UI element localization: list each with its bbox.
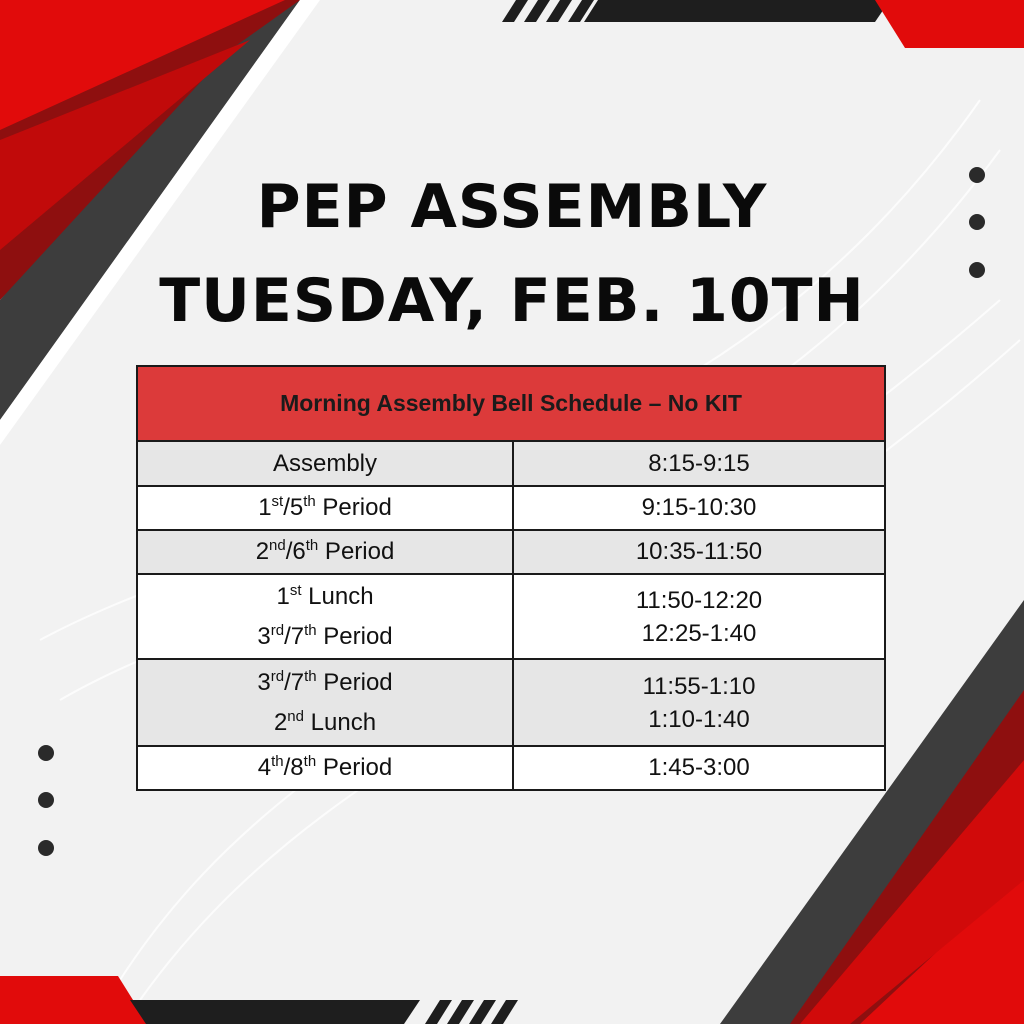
- period-label: 1st/5th Period: [258, 493, 392, 521]
- time-range: 11:55-1:10: [642, 672, 756, 700]
- schedule-row: [137, 659, 885, 746]
- top-right-red-shape: [875, 0, 1024, 48]
- period-label: Assembly: [272, 449, 378, 477]
- period-label: 3rd/7th Period: [257, 621, 393, 650]
- poster-title: PEP ASSEMBLY: [256, 172, 768, 242]
- top-banner-stripes: [502, 0, 594, 22]
- top-banner: [584, 0, 890, 22]
- time-range: 1:10-1:40: [648, 705, 750, 733]
- event-date: TUESDAY, FEB. 10TH: [159, 266, 865, 336]
- period-label: 2nd Lunch: [273, 707, 377, 736]
- period-label: 1st Lunch: [276, 581, 374, 610]
- period-label: 2nd/6th Period: [255, 537, 395, 565]
- period-label-cell: [137, 486, 513, 530]
- time-cell: [513, 530, 885, 574]
- schedule-row: [137, 574, 885, 659]
- period-label-cell: [137, 574, 513, 659]
- ordinal-suffix: th: [271, 753, 284, 770]
- ordinal-suffix: nd: [287, 707, 304, 725]
- period-label-cell: [137, 746, 513, 790]
- schedule-row: [137, 530, 885, 574]
- ordinal-suffix: rd: [270, 667, 285, 685]
- bottom-banner-stripes: [425, 1000, 518, 1024]
- schedule-row: [137, 486, 885, 530]
- ordinal-suffix: th: [304, 621, 317, 639]
- decorative-dot: [38, 792, 54, 808]
- time-range: 11:50-12:20: [635, 586, 763, 614]
- time-range: 8:15-9:15: [648, 449, 750, 477]
- decorative-dot: [38, 840, 54, 856]
- period-label: 3rd/7th Period: [257, 667, 393, 696]
- ordinal-suffix: th: [303, 493, 316, 510]
- time-cell: [513, 574, 885, 659]
- schedule-body: [137, 441, 885, 790]
- decorative-dot: [38, 745, 54, 761]
- time-range: 12:25-1:40: [641, 619, 757, 647]
- ordinal-suffix: nd: [269, 537, 286, 554]
- bell-schedule-table: [136, 365, 886, 791]
- ordinal-suffix: st: [271, 493, 284, 510]
- ordinal-suffix: st: [289, 581, 302, 599]
- period-label-cell: [137, 530, 513, 574]
- ordinal-suffix: rd: [270, 621, 285, 639]
- time-range: 1:45-3:00: [648, 754, 750, 781]
- time-cell: [513, 746, 885, 790]
- ordinal-suffix: th: [305, 537, 319, 554]
- ordinal-suffix: th: [304, 667, 317, 685]
- ordinal-suffix: th: [303, 753, 317, 770]
- period-label: 4th/8th Period: [257, 753, 393, 781]
- period-label-cell: [137, 659, 513, 746]
- time-range: 9:15-10:30: [641, 494, 757, 521]
- schedule-row: [137, 441, 885, 486]
- bottom-left-banner: [130, 1000, 420, 1024]
- time-cell: [513, 659, 885, 746]
- time-range: 10:35-11:50: [635, 538, 763, 565]
- bottom-left-red-shape: [0, 976, 148, 1024]
- time-cell: [513, 486, 885, 530]
- time-cell: [513, 441, 885, 486]
- schedule-row: [137, 746, 885, 790]
- schedule-header: Morning Assembly Bell Schedule – No KIT: [137, 366, 885, 441]
- period-label-cell: [137, 441, 513, 486]
